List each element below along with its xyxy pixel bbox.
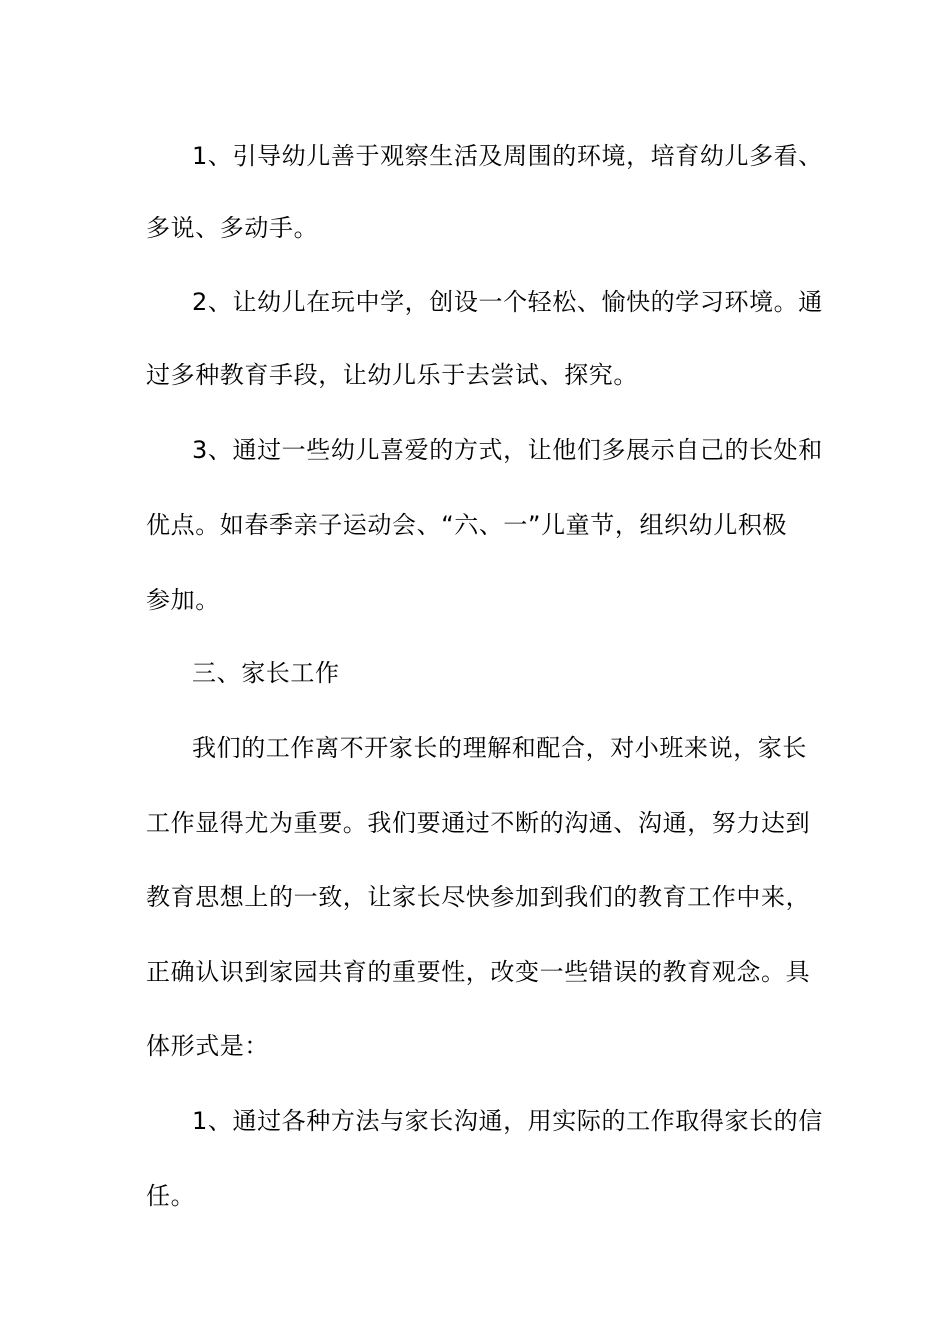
paragraph-1-line-2: 多说、多动手。 bbox=[146, 214, 319, 242]
paragraph-4-line-3: 教育思想上的一致，让家长尽快参加到我们的教育工作中来， bbox=[146, 883, 811, 911]
section-heading: 三、家长工作 bbox=[192, 659, 340, 687]
paragraph-2-line-2: 过多种教育手段，让幼儿乐于去尝试、探究。 bbox=[146, 361, 638, 389]
paragraph-2-line-1: 2、让幼儿在玩中学，创设一个轻松、愉快的学习环境。通 bbox=[192, 288, 823, 316]
paragraph-4-line-5: 体形式是： bbox=[146, 1032, 269, 1060]
paragraph-4-line-2: 工作显得尤为重要。我们要通过不断的沟通、沟通，努力达到 bbox=[146, 809, 811, 837]
paragraph-3-line-1: 3、通过一些幼儿喜爱的方式，让他们多展示自己的长处和 bbox=[192, 436, 823, 464]
paragraph-5-line-2: 任。 bbox=[146, 1182, 196, 1210]
paragraph-1-line-1: 1、引导幼儿善于观察生活及周围的环境，培育幼儿多看、 bbox=[192, 142, 823, 170]
paragraph-3-line-2: 优点。如春季亲子运动会、“六、一”儿童节，组织幼儿积极 bbox=[146, 511, 788, 539]
paragraph-5-line-1: 1、通过各种方法与家长沟通，用实际的工作取得家长的信 bbox=[192, 1107, 823, 1135]
paragraph-3-line-3: 参加。 bbox=[146, 586, 220, 614]
paragraph-4-line-1: 我们的工作离不开家长的理解和配合，对小班来说，家长 bbox=[192, 734, 807, 762]
paragraph-4-line-4: 正确认识到家园共育的重要性，改变一些错误的教育观念。具 bbox=[146, 958, 811, 986]
